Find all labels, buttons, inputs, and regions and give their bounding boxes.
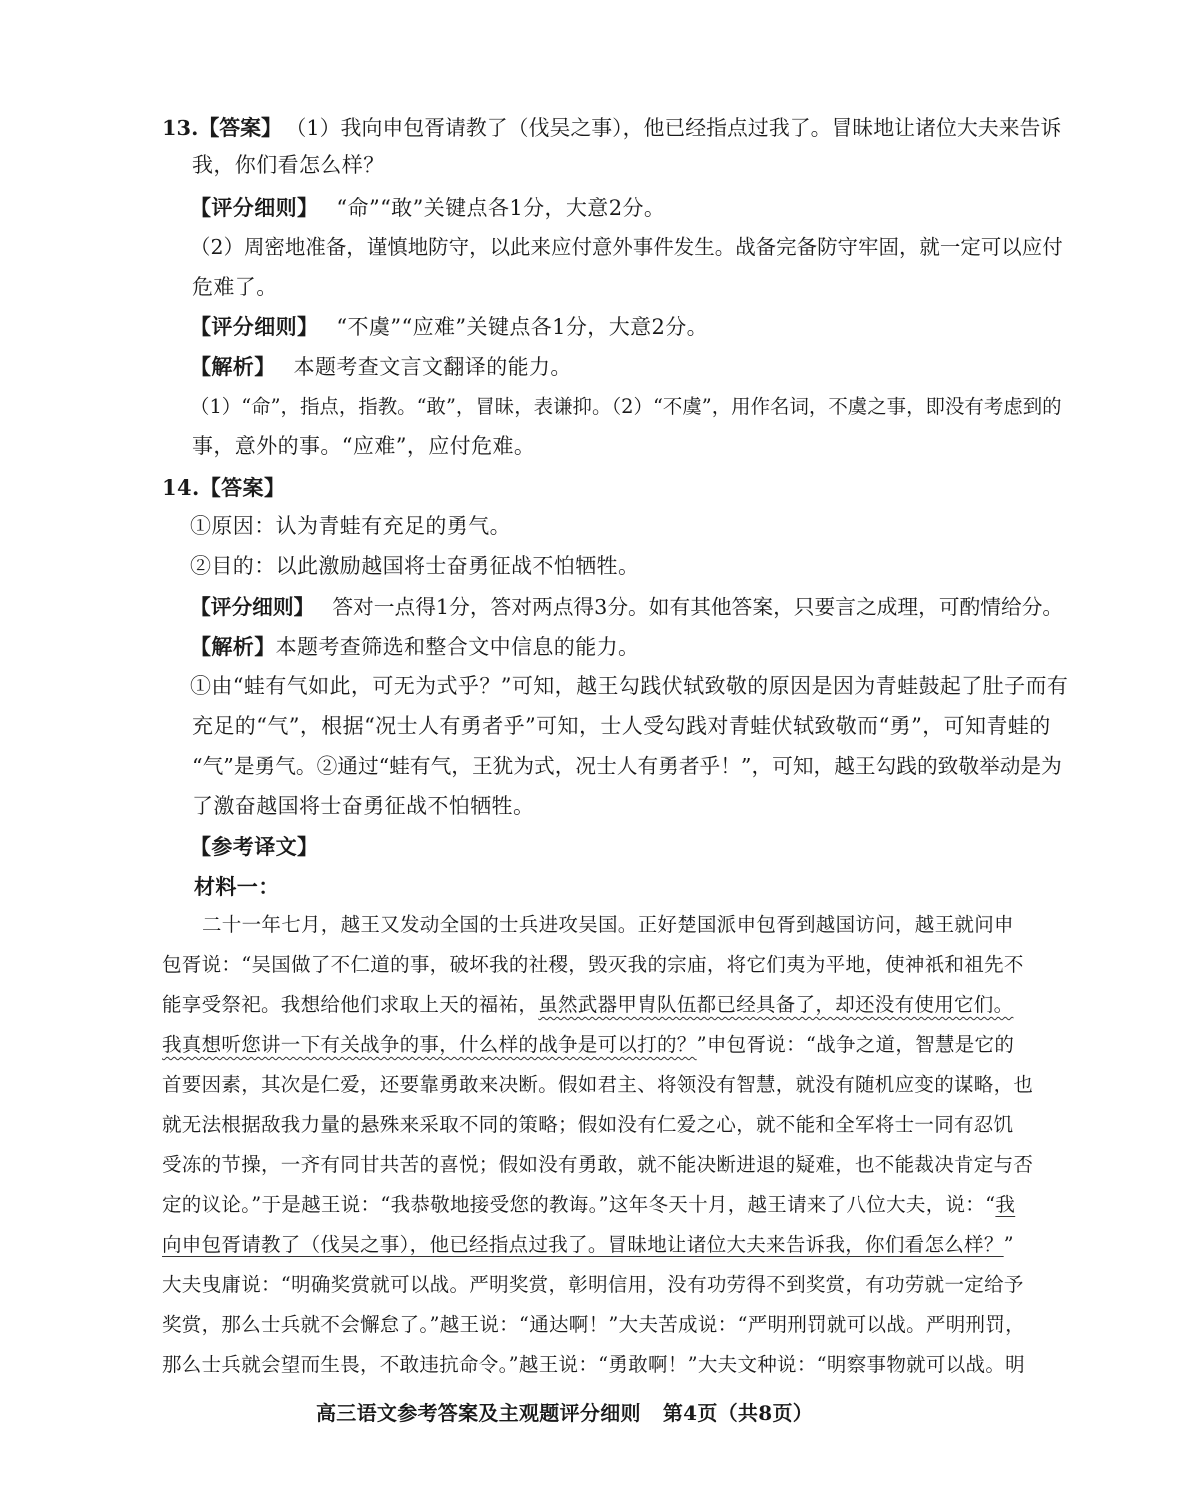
material-label: 材料一：: [194, 874, 280, 899]
answer-tag: 【答案】: [198, 115, 282, 140]
score-tag: 【评分细则】: [190, 595, 315, 619]
translation-text: ”申包胥说：“战争之道，智慧是它的: [696, 1033, 1015, 1056]
translation-line: 受冻的节操，一齐有同甘共苦的喜悦；假如没有勇敢，就不能决断进退的疑难，也不能裁决肯定与否: [162, 1153, 1034, 1176]
wavy-underlined-text: 我真想听您讲一下有关战争的事，什么样的战争是可以打的？: [162, 1033, 697, 1056]
score-text: 答对一点得1分，答对两点得3分。如有其他答案，只要言之成理，可酌情给分。: [332, 595, 1064, 619]
q13-score2: [190, 316, 708, 338]
wavy-underlined-text: 虽然武器甲胄队伍都已经具备了，却还没有使用它们。: [538, 993, 1014, 1016]
underlined-text: 向申包胥请教了（伐吴之事），他已经指点过我了。冒昧地让诸位大夫来告诉我，你们看怎么样？: [162, 1233, 1004, 1256]
q13-answer2-line1: （2）周密地准备，谨慎地防守，以此来应付意外事件发生。战备完备防守牢固，就一定可以应付: [190, 235, 1063, 259]
translation-text: 定的议论。”于是越王说：“我恭敬地接受您的教诲。”这年冬天十月，越王请来了八位大夫，说：“: [162, 1193, 996, 1216]
score-tag: 【评分细则】: [190, 314, 319, 339]
q14-analysis-line3: “气”是勇气。②通过“蛙有气，王犹为式，况士人有勇者乎！”，可知，越王勾践的致敬举动是为: [192, 754, 1062, 778]
footer-title: 高三语文参考答案及主观题评分细则: [316, 1401, 641, 1425]
q14-analysis-line2: 充足的“气”，根据“况士人有勇者乎”可知，士人受勾践对青蛙伏轼致敬而“勇”，可知青蛙的: [192, 714, 1051, 738]
translation-line: 二十一年七月，越王又发动全国的士兵进攻吴国。正好楚国派申包胥到越国访问，越王就问申: [202, 913, 1014, 936]
translation-line: [162, 995, 1013, 1015]
analysis-text: 本题考查文言文翻译的能力。: [293, 355, 572, 379]
q14-analysis-line4: 了激奋越国将士奋勇征战不怕牺牲。: [192, 794, 535, 818]
analysis-text: 本题考查筛选和整合文中信息的能力。: [275, 635, 640, 659]
analysis-tag: 【解析】: [190, 634, 276, 659]
score-text: “命”“敢”关键点各1分，大意2分。: [336, 196, 666, 220]
answer-text: （1）我向申包胥请教了（伐吴之事），他已经指点过我了。冒昧地让诸位大夫来告诉: [295, 116, 1062, 140]
underlined-text: 我: [995, 1193, 1016, 1216]
translation-line: 包胥说：“吴国做了不仁道的事，破坏我的社稷，毁灭我的宗庙，将它们夷为平地，使神祇和祖先不: [162, 953, 1024, 976]
translation-line: [162, 1035, 1014, 1055]
q13-answer-line2: 我，你们看怎么样？: [192, 153, 385, 177]
page-number: 第4页（共8页）: [662, 1401, 814, 1425]
analysis-tag: 【解析】: [190, 354, 276, 379]
answer-tag: 【答案】: [199, 475, 286, 500]
translation-text: 能享受祭祀。我想给他们求取上天的福祐，: [162, 993, 539, 1016]
page-footer: [316, 1403, 813, 1423]
q14-analysis-line1: ①由“蛙有气如此，可无为式乎？”可知，越王勾践伏轼致敬的原因是因为青蛙鼓起了肚子而有: [190, 674, 1069, 698]
translation-line: 奖赏，那么士兵就不会懈怠了。”越王说：“通达啊！”大夫苦成说：“严明刑罚就可以战。严明刑罚，: [162, 1313, 1025, 1336]
q14-score: [190, 597, 1063, 618]
score-text: “不虞”“应难”关键点各1分，大意2分。: [336, 315, 709, 339]
q13-analysis-line1: （1）“命”，指点，指教。“敢”，冒昧，表谦抑。（2）“不虞”，用作名词，不虞之事，即没有考虑到的: [190, 395, 1062, 418]
q14-point2: ②目的：以此激励越国将士奋勇征战不怕牺牲。: [190, 554, 640, 578]
question-number: 13.: [162, 115, 199, 140]
translation-text: ”: [1003, 1233, 1014, 1256]
translation-line: 大夫曳庸说：“明确奖赏就可以战。严明奖赏，彰明信用，没有功劳得不到奖赏，有功劳就一定给予: [162, 1273, 1024, 1296]
q14-point1: ①原因：认为青蛙有充足的勇气。: [190, 514, 511, 538]
q13-analysis-line2: 事，意外的事。“应难”，应付危难。: [192, 434, 536, 458]
translation-line: 首要因素，其次是仁爱，还要靠勇敢来决断。假如君主、将领没有智慧，就没有随机应变的谋略，也: [162, 1073, 1034, 1096]
translation-line: [162, 1195, 1015, 1215]
translation-line: 那么士兵就会望而生畏，不敢违抗命令。”越王说：“勇敢啊！”大夫文种说：“明察事物就可以战。明: [162, 1353, 1025, 1376]
q13-score1: [190, 197, 665, 219]
score-tag: 【评分细则】: [190, 195, 319, 220]
translation-tag: 【参考译文】: [190, 834, 319, 859]
question-number: 14.: [162, 475, 200, 500]
q14-header: [162, 477, 285, 499]
q14-analysis: [190, 636, 639, 658]
translation-line: [162, 1235, 1014, 1255]
translation-line: 就无法根据敌我力量的悬殊来采取不同的策略；假如没有仁爱之心，就不能和全军将士一同有忍饥: [162, 1113, 1014, 1136]
q13-answer-line1: [162, 115, 1062, 140]
q13-answer2-line2: 危难了。: [192, 275, 278, 299]
q13-analysis: [190, 356, 572, 378]
